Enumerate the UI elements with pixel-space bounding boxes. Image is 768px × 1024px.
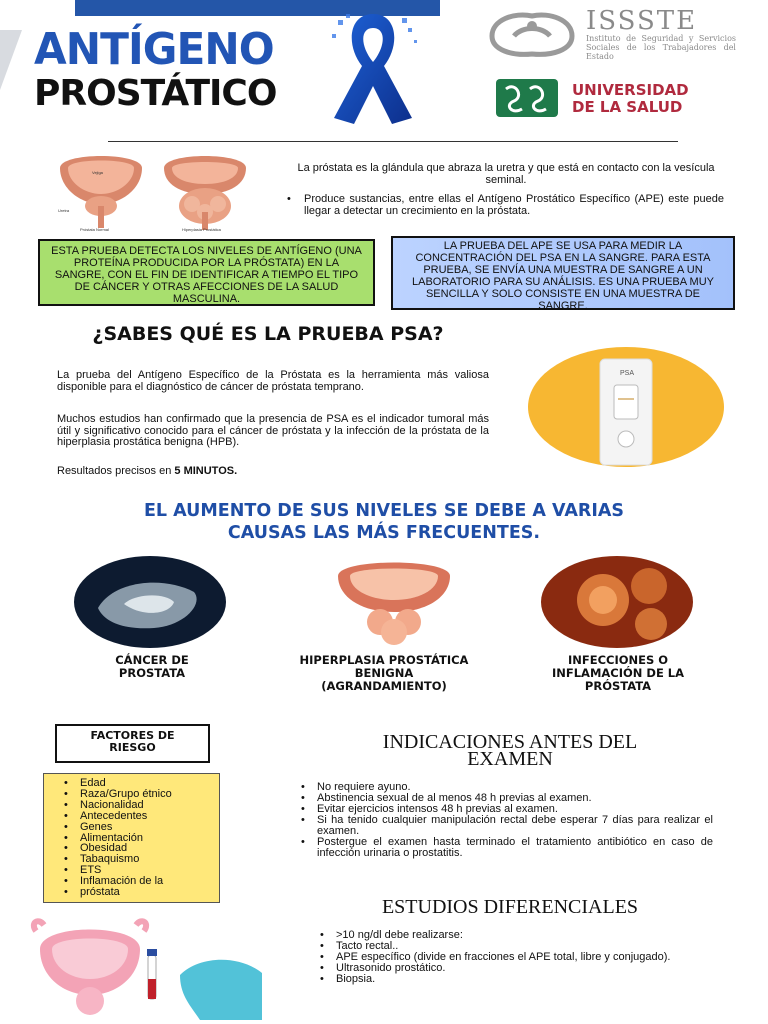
psa-paragraph-1: La prueba del Antígeno Específico de la Próstata es la herramienta más valiosa disponible para el diagnóstico de cáncer de próstata temprano.	[57, 369, 489, 393]
green-info-box: ESTA PRUEBA DETECTA LOS NIVELES DE ANTÍGENO (UNA PROTEÍNA PRODUCIDA POR LA PRÓSTATA) EN LA SANGRE, CON EL FIN DE IDENTIFICAR A TIEMPO EL TIPO DE CÁNCER Y OTRAS AFECCIONES DE LA SALUD MASCULINA.	[38, 239, 375, 306]
issste-logo-icon	[484, 6, 580, 60]
risk-item: • Inflamación de la	[80, 876, 219, 887]
cause-label-1	[76, 654, 228, 680]
label-uretra: Uretra	[58, 208, 70, 213]
study-item: • >10 ng/dl debe realizarse:	[336, 930, 706, 941]
studies-title: ESTUDIOS DIFERENCIALES	[381, 896, 639, 918]
inflammation-image	[541, 556, 693, 648]
cancer-scan-image	[74, 556, 226, 648]
university-name	[572, 82, 689, 116]
university-line2: DE LA SALUD	[572, 98, 683, 116]
cause-1-line2: PROSTATA	[118, 666, 186, 680]
studies-list	[336, 930, 706, 985]
risk-factors-list	[43, 773, 220, 903]
indication-item: • Abstinencia sexual de al menos 48 h previas al examen.	[317, 793, 713, 804]
title-line1: ANTÍGENO	[34, 24, 274, 75]
psa-p3-prefix: Resultados precisos en	[57, 465, 175, 477]
risk-item: • Raza/Grupo étnico	[80, 789, 219, 800]
indication-item: • Postergue el examen hasta terminado el tratamiento antibiótico en caso de infección urinaria o prostatitis.	[317, 837, 713, 859]
risk-title-line1: FACTORES DE	[90, 729, 175, 742]
cause-3-line1: INFECCIONES O	[567, 653, 669, 667]
hyperplasia-image	[318, 556, 470, 648]
cause-3-line3: PRÓSTATA	[584, 679, 652, 693]
university-line1: UNIVERSIDAD	[572, 81, 689, 99]
psa-paragraph-3	[57, 465, 489, 477]
risk-item: • Tabaquismo	[80, 854, 219, 865]
study-item: • Biopsia.	[336, 974, 706, 985]
bottom-illustration-image	[30, 915, 270, 1020]
bullet-icon: •	[287, 193, 291, 205]
university-logo-icon	[494, 77, 560, 119]
psa-p3-bold: 5 MINUTOS.	[174, 465, 238, 477]
label-vejiga: Vejiga	[92, 170, 103, 175]
cause-2-line1: HIPERPLASIA PROSTÁTICA	[299, 653, 469, 667]
indications-list	[317, 782, 713, 859]
psa-test-label: PSA	[620, 370, 635, 377]
causes-title: EL AUMENTO DE SUS NIVELES SE DEBE A VARIAS CAUSAS LAS MÁS FRECUENTES.	[143, 501, 625, 543]
blue-info-box: LA PRUEBA DEL APE SE USA PARA MEDIR LA CONCENTRACIÓN DEL PSA EN LA SANGRE. PARA ESTA PRUEBA, SE ENVÍA UNA MUESTRA DE SANGRE A UN LABORATORIO PARA SU ANÁLISIS. ES UNA PRUEBA MUY SENCILLA Y SOLO CONSISTE EN UNA MUESTRA DE SANGRE.	[391, 236, 735, 310]
study-item: • Ultrasonido prostático.	[336, 963, 706, 974]
intro-paragraph: La próstata es la glándula que abraza la uretra y que está en contacto con la vesícula seminal.	[297, 162, 715, 186]
risk-item: • Alimentación	[80, 833, 219, 844]
risk-item: • Obesidad	[80, 843, 219, 854]
psa-test-image	[528, 345, 724, 470]
indication-item: • Si ha tenido cualquier manipulación rectal debe esperar 7 días para realizar el examen.	[317, 815, 713, 837]
label-hiperplasia: Hiperplasia Prostática	[182, 227, 221, 232]
label-normal: Próstata Normal	[80, 227, 109, 232]
cause-2-line3: (AGRANDAMIENTO)	[321, 679, 447, 693]
indication-item: • No requiere ayuno.	[317, 782, 713, 793]
intro-bullet	[287, 193, 724, 217]
title-line2: PROSTÁTICO	[34, 73, 277, 114]
risk-item: • ETS	[80, 865, 219, 876]
divider	[108, 141, 678, 142]
cause-3-line2: INFLAMACIÓN DE LA	[551, 666, 685, 680]
cause-label-2	[262, 654, 506, 693]
indications-title-line2: EXAMEN	[467, 748, 553, 770]
study-item: • Tacto rectal..	[336, 941, 706, 952]
indication-item: • Evitar ejercicios intensos 48 h previas al examen.	[317, 804, 713, 815]
risk-factors-title	[55, 724, 210, 763]
psa-title: ¿SABES QUÉ ES LA PRUEBA PSA?	[92, 323, 444, 345]
risk-item: • Genes	[80, 822, 219, 833]
awareness-ribbon-icon	[318, 6, 428, 126]
cause-2-line2: BENIGNA	[354, 666, 414, 680]
header-accent-triangle	[0, 30, 22, 90]
indications-title	[300, 731, 720, 770]
risk-item: • Edad	[80, 778, 219, 789]
cause-1-line1: CÁNCER DE	[115, 653, 189, 667]
study-item: • APE específico (divide en fracciones el APE total, libre y conjugado).	[336, 952, 706, 963]
risk-item: • Antecedentes	[80, 811, 219, 822]
psa-paragraph-2: Muchos estudios han confirmado que la presencia de PSA es el indicador tumoral más útil y significativo conocido para el cáncer de próstata y la infección de la próstata de la hiperplasia prostática benigna (HPB).	[57, 413, 489, 448]
issste-name: ISSSTE	[586, 6, 698, 36]
intro-bullet-text: Produce sustancias, entre ellas el Antígeno Prostático Específico (APE) este puede llegar a detectar un crecimiento en la próstata.	[304, 193, 724, 217]
indications-title-line1: INDICACIONES ANTES DEL	[382, 731, 638, 753]
cause-label-3	[528, 654, 708, 693]
issste-subtitle: Instituto de Seguridad y Servicios Sociales de los Trabajadores del Estado	[586, 34, 736, 61]
risk-title-line2: RIESGO	[109, 741, 156, 754]
prostate-comparison-image	[52, 148, 262, 234]
risk-item-continued: • próstata	[80, 887, 219, 898]
risk-item: • Nacionalidad	[80, 800, 219, 811]
